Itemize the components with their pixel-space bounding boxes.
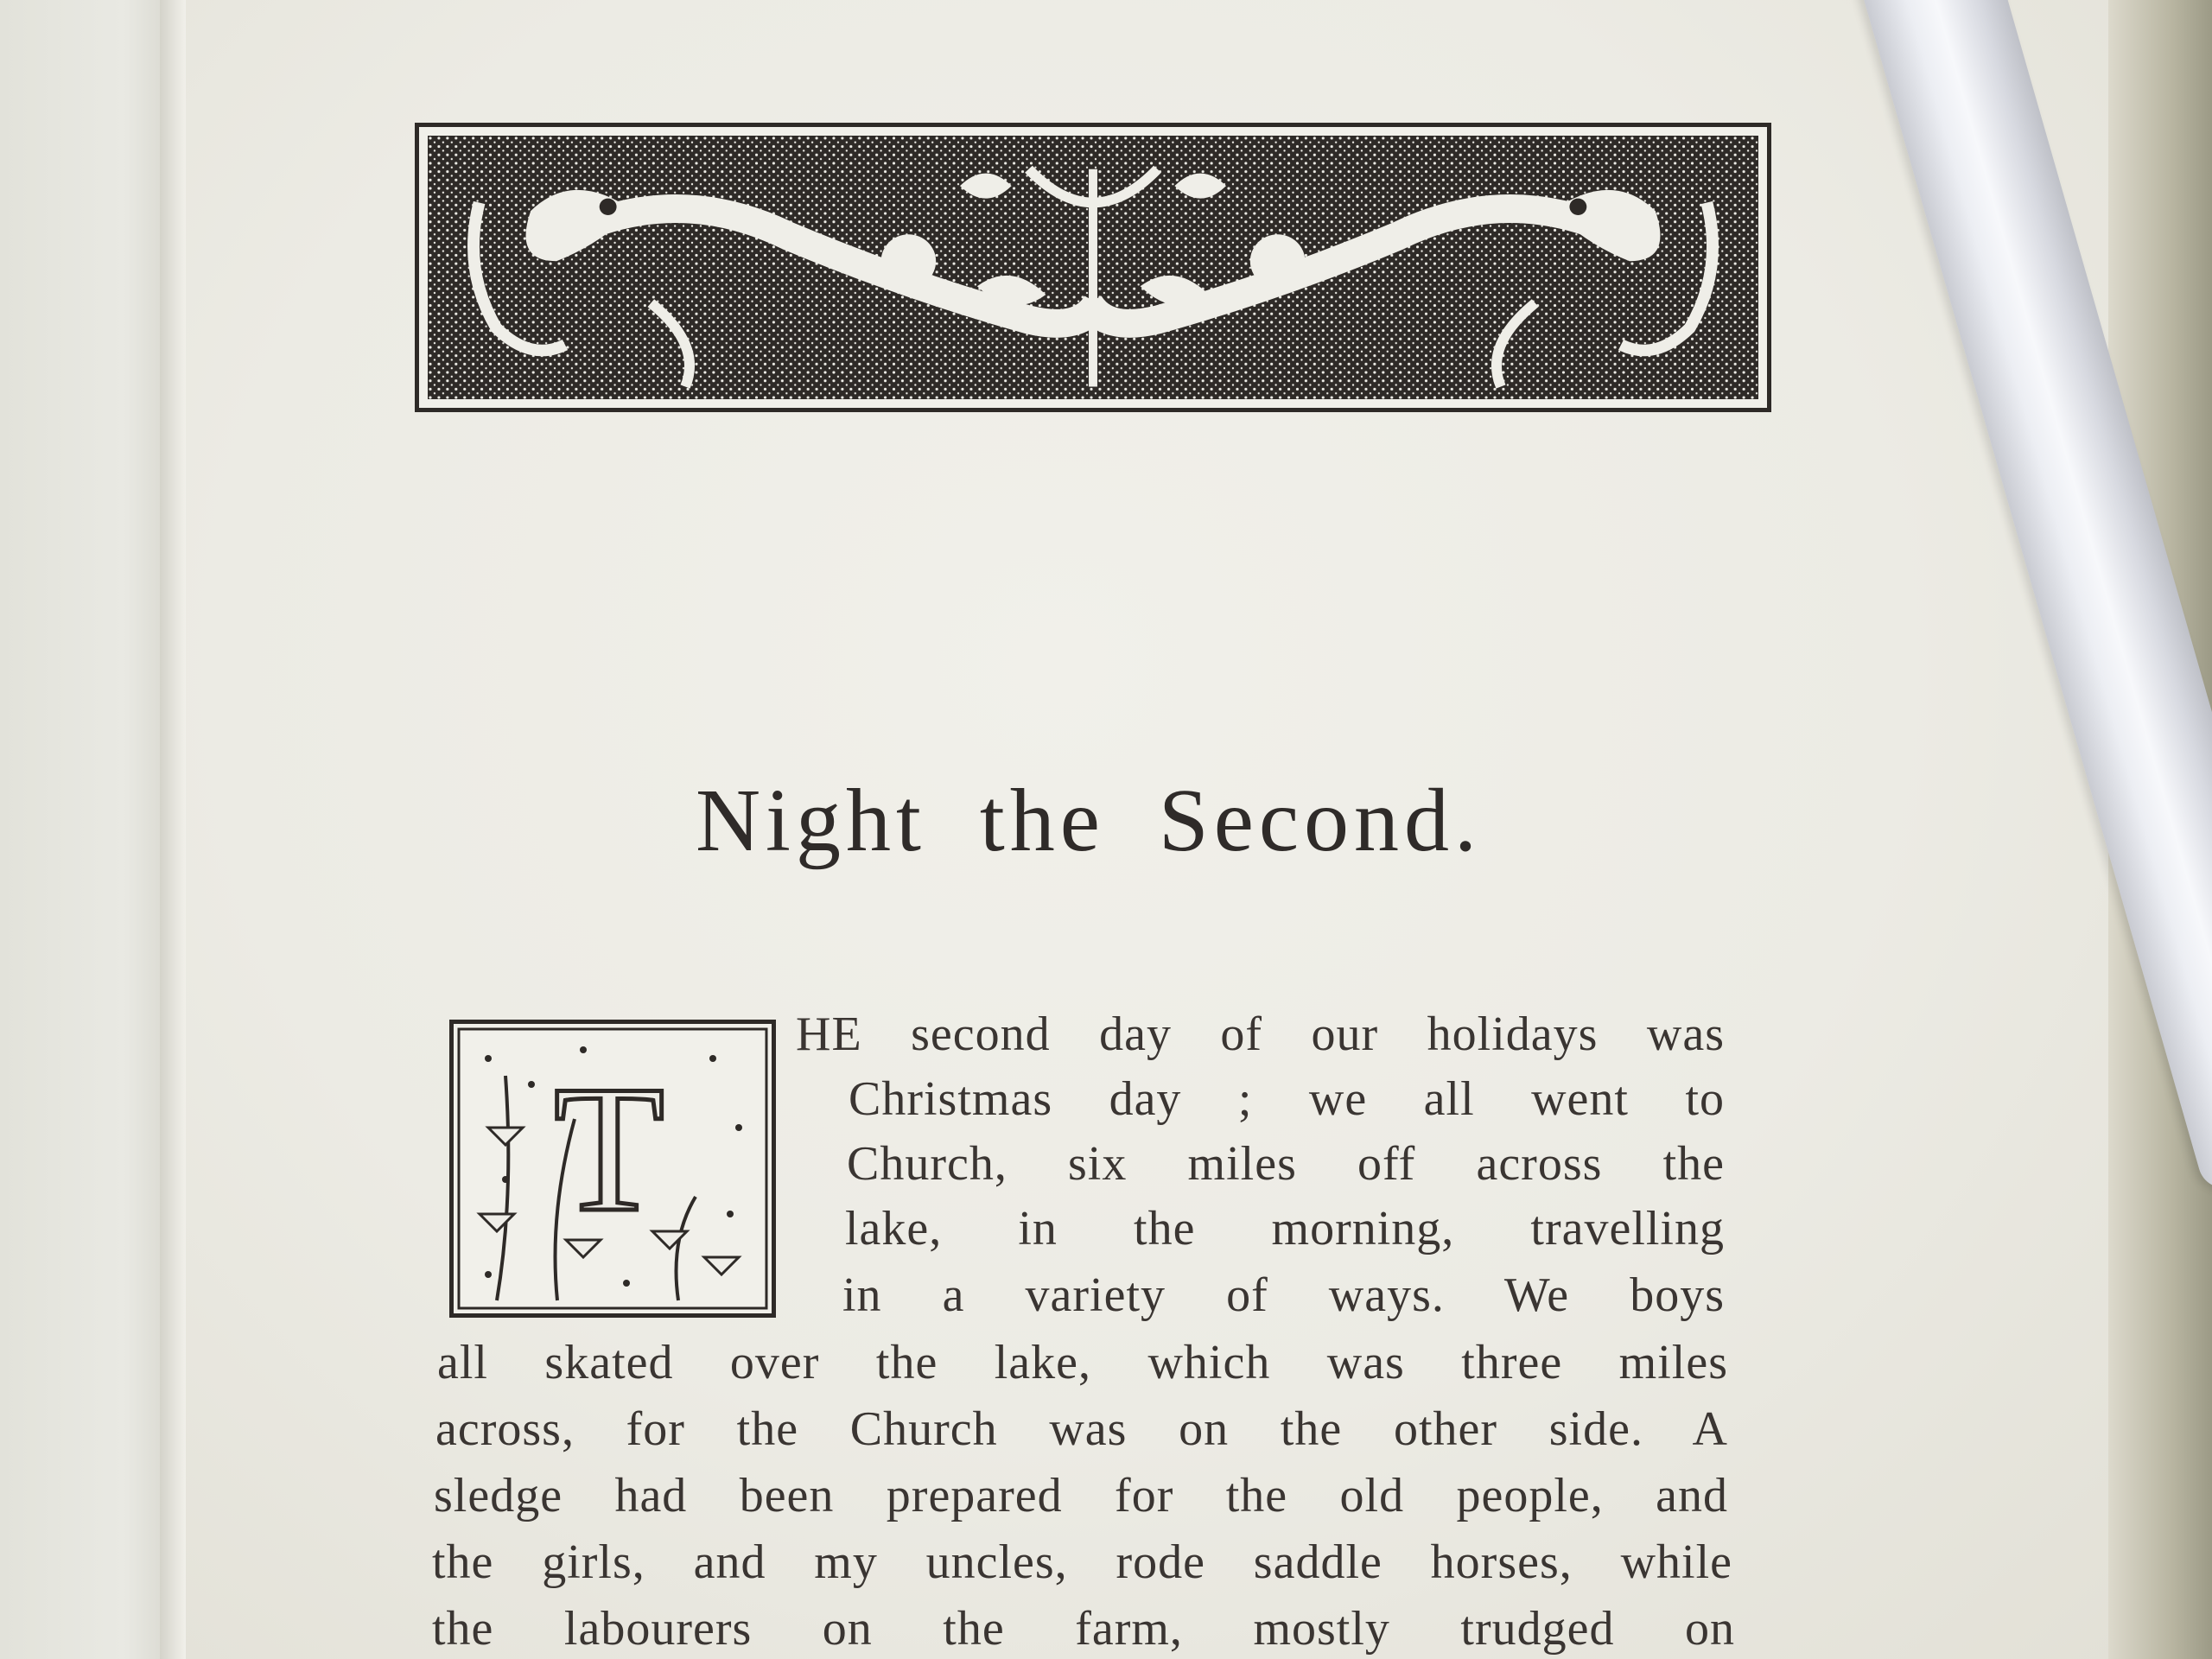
chapter-title: Night the Second. [695, 771, 1483, 870]
drop-cap-ornament-icon [449, 1020, 776, 1318]
book-gutter [160, 0, 186, 1659]
text-line: lake, in the morning, travelling [845, 1202, 1725, 1255]
text-line: all skated over the lake, which was three miles [437, 1336, 1728, 1389]
text-line: the girls, and my uncles, rode saddle horses, while [432, 1535, 1732, 1589]
drop-cap-letter: T [553, 1049, 665, 1249]
left-page [0, 0, 177, 1659]
text-line: Christmas day ; we all went to [849, 1072, 1725, 1126]
text-line: HE second day of our holidays was [796, 1007, 1725, 1061]
text-line: across, for the Church was on the other side. A [435, 1402, 1728, 1456]
headpiece-ornament-icon [415, 123, 1771, 412]
text-line: Church, six miles off across the [847, 1137, 1725, 1191]
text-line: in a variety of ways. We boys [842, 1268, 1725, 1322]
text-line: the labourers on the farm, mostly trudged on [432, 1602, 1735, 1656]
text-line: sledge had been prepared for the old people, and [434, 1469, 1728, 1522]
